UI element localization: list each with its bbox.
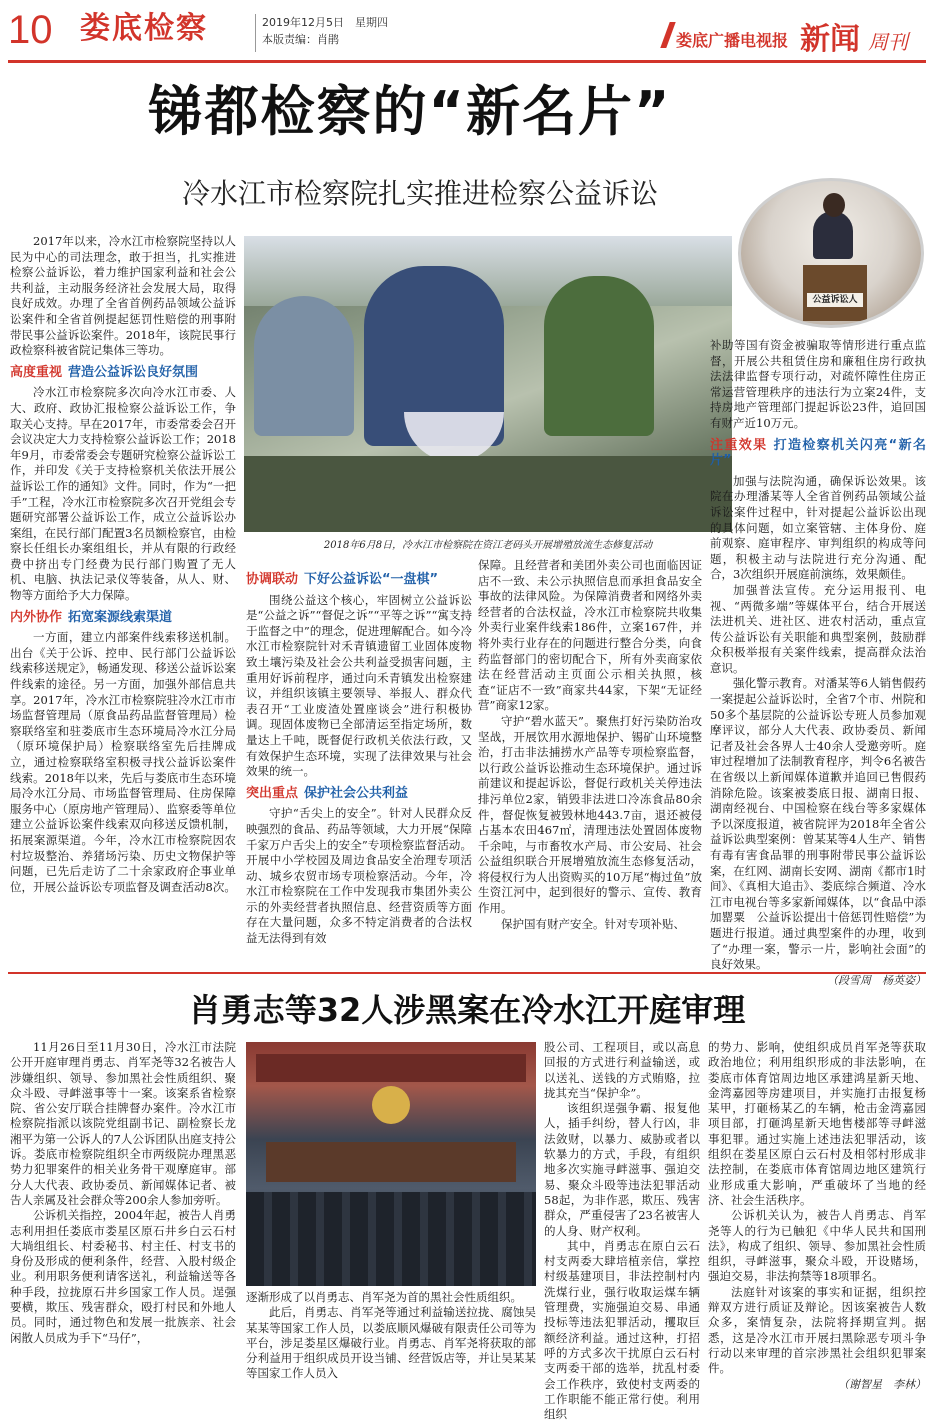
subheading-text: 营造公益诉讼良好氛围 (68, 364, 199, 380)
subheading-3 (246, 572, 472, 588)
subheading-2 (10, 610, 236, 626)
subheading-1 (10, 365, 236, 381)
court-bench (266, 1142, 516, 1182)
article1-headline: 锑都检察的“新名片” (148, 80, 672, 143)
byline: （段雪周 杨英姿） (827, 973, 926, 987)
nameplate: 公益诉讼人 (807, 293, 863, 307)
brand-name: 娄底广播电视报 (676, 31, 789, 50)
release-activity-photo (244, 236, 732, 532)
subheading-keyword: 内外协作 (10, 609, 63, 625)
prosecutor-photo (738, 178, 924, 328)
subheading-4 (246, 786, 472, 802)
paragraph: 守护“舌尖上的安全”。针对人民群众反映强烈的食品、药品等领域，大力开展“保障千家万户舌尖上的安全”专项检察监督活动。开展中小学校园及周边食品安全治理专项活动、城乡农贸市场专项检察活动。今年，冷水江市检察院在工作中发现我市集团外卖公示的外卖经营者执照信息、经营资质等方面存在大量问题，众多不特定消费者的合法权益无法得到有效 (246, 806, 472, 946)
subheading-keyword: 协调联动 (246, 572, 299, 587)
paragraph: 公诉机关认为，被告人肖勇志、肖军尧等人的行为已触犯《中华人民共和国刑法》，构成了组织、领导、参加黑社会性质组织，寻衅滋事，聚众斗殴，开设赌场，强迫交易，非法拘禁等18项罪名。 (708, 1208, 926, 1284)
paragraph: 保障。且经营者和美团外卖公司也面临因证店不一致、未公示执照信息而承担食品安全事故的法律风险。为保障消费者和网络外卖经营者的合法权益，冷水江市检察院共收集外卖行业案件线索186件，立案167件，并将外卖行业存在的问题进行整合分类，向食药监督部门的密切配合下，所有外卖商家依法在经营活动主页面公示相关执照，核查“证店不一致”商家共44家，下架“无证经营”商家12家。 (478, 558, 702, 713)
photo-person-right (544, 276, 654, 436)
article-divider (8, 972, 926, 974)
paragraph: 保护国有财产安全。针对专项补贴、 (501, 916, 685, 931)
article1-subheadline: 冷水江市检察院扎实推进检察公益诉讼 (181, 177, 658, 210)
paragraph: 的势力、影响，使组织成员肖军尧等获取政治地位；利用组织形成的非法影响，在娄底市体育馆周边地区承建鸿星新天地、金湾嘉园等房建项目，并实施打击报复杨某甲，打砸杨某乙的车辆，枪击金湾嘉园项目部，打砸鸿星新天地售楼部等寻衅滋事犯罪。通过实施上述违法犯罪活动，该组织在娄星区原白云石村及相邻村形成非法控制，在娄底市体育馆周边地区建筑行业形成重大影响，严重破坏了当地的经济、社会生活秩序。 (708, 1040, 926, 1207)
courtroom-photo (246, 1042, 536, 1286)
article2-headline: 肖勇志等32人涉黑案在冷水江开庭审理 (188, 991, 746, 1029)
paragraph: 守护“碧水蓝天”。聚焦打好污染防治攻坚战，开展饮用水源地保护、锡矿山环境整治，打击非法捕捞水产品等专项检察监督，以行政公益诉讼推动生态环境保护。通过诉前建议和提起诉讼，督促行政机关关停违法排污单位2家，销毁非法进口冷冻食品80余件，督促恢复被毁林地443.7亩，退还被侵占基本农田467㎡，清理违法处置固体废物千余吨，与市畜牧水产局、市公安局、社会公益组织联合开展增殖放流生态修复活动，将侵权行为人出资购买的10万尾“梅过鱼”放生资江河中，起到很好的警示、宣传、教育作用。 (478, 713, 702, 916)
subheading-text: 拓宽案源线索渠道 (68, 609, 173, 625)
header-rule (8, 60, 926, 63)
prosecutor-head (823, 193, 845, 217)
article1-column-1 (10, 234, 236, 895)
paragraph: 逐渐形成了以肖勇志、肖军尧为首的黑社会性质组织。 (246, 1290, 522, 1304)
brand-slash-mark (660, 22, 675, 48)
article1-column-2 (246, 566, 472, 947)
subheading-text: 保护社会公共利益 (304, 785, 409, 801)
paragraph: 围绕公益这个核心，牢固树立公益诉讼是“公益之诉”“督促之诉”“平等之诉”“寓支持于监督之中”的理念，促进理解配合。如今冷水江市检察院针对禾青镇遗留工业固体废物致土壤污染及社会公共利益受损害问题，主重用好诉前程序，通过向禾青镇发出检察建议，并组织该镇主要领导、举报人、群众代表召开“工业废渣处置座谈会”进行积极协调。现固体废物已全部清运至指定场所，数量达上千吨，既督促行政机关依法行政，又有效保护生态环境，实现了法律效果与社会效果的统一。 (246, 592, 472, 779)
header-divider (255, 14, 256, 52)
issue-editor: 本版责编：肖鹃 (262, 33, 339, 46)
court-emblem (372, 1086, 410, 1124)
prosecutor-figure (813, 211, 853, 259)
subheading-keyword: 突出重点 (246, 785, 299, 801)
subheading-text: 下好公益诉讼“一盘棋” (304, 572, 439, 587)
subheading-keyword: 注重效果 (710, 437, 768, 453)
paragraph: 此后，肖勇志、肖军尧等通过利益输送拉拢、腐蚀吴某某等国家工作人员，以娄底顺风爆破有限责任公司等为平台，涉足娄星区爆破行业。肖勇志、肖军尧将获取的部分利益用于组织成员开设当铺、经营饭店等，并让吴某某等国家工作人员入 (246, 1305, 536, 1381)
paragraph: 公诉机关指控，2004年起，被告人肖勇志利用担任娄底市娄星区原石井乡白云石村大埫组组长、村委秘书、村主任、村支书的身份及形成的便利条件，经营、入股村级企业。利用职务便利请客送礼，利益输送等各种手段，拉拢原石井乡国家工作人员。逞强要横，欺压、残害群众，殴打村民和外地人员。同时，通过物色和发展一批族亲、社会闲散人员成为手下“马仔”， (10, 1208, 236, 1345)
subheading-5 (710, 438, 926, 469)
photo-person-left (254, 296, 354, 436)
paragraph: 2017年以来，冷水江市检察院坚持以人民为中心的司法理念，敢于担当，扎实推进检察公益诉讼，着力维护国家利益和社会公共利益，主动服务经济社会发展大局，取得良好成效。办理了全省首例药品领域公益诉讼案件和全省首例提起惩罚性赔偿的刑事附带民事公益诉讼案件。2018年，该院民事行政检察科被省院记集体三等功。 (10, 234, 236, 358)
subheading-text: 打造检察机关闪亮“新名片” (710, 437, 926, 469)
paragraph: 加强普法宣传。充分运用报刊、电视、“两微多端”等媒体平台，结合开展送法进机关、进社区、进农村活动，重点宣传公益诉讼有关职能和典型案例，鼓励群众积极举报有关案件线索，提高群众法治意识。 (710, 582, 926, 675)
photo-ground (244, 456, 732, 532)
paragraph: 加强与法院沟通，确保诉讼效果。该院在办理潘某等人全省首例药品领域公益诉讼案件过程中，针对提起公益诉讼出现的具体问题，如立案管辖、主体身份、庭前观察、庭审程序、审判组织的构成等问题，积极主动与法院进行充分沟通、配合，3次组织开展庭前演练，效果颇佳。 (710, 473, 926, 582)
subheading-keyword: 高度重视 (10, 364, 63, 380)
section-title: 娄底检察 (80, 11, 208, 46)
paragraph: 补助等国有资金被骗取等情形进行重点监督，开展公共租赁住房和廉租住房行政执法法律监督专项行动，对疏怀障性住房正常运营管理秩序的违法行为立案24件，支持房地产管理部门提起诉讼23件，追回国有财产近10万元。 (710, 338, 926, 430)
paragraph: 冷水江市检察院多次向冷水江市委、人大、政府、政协汇报检察公益诉讼工作，争取关心支持。早在2017年，市委常委会召开会议决定大力支持检察公益诉讼工作；2018年9月，市委常委会专题研究检察公益诉讼工作，并印发《关于支持检察机关依法开展公益诉讼工作的通知》文件。同时，作为“一把手”工程，冷水江市检察院多次召开党组会专题研究部署公益诉讼工作，成立公益诉讼办案组，在民行部门配置3名员额检察官，由检察长任组长办案组组长，并从有限的行政经费中挤出专门经费为民行部门购置了无人机、电脑、执法记录仪等装备，从人、财、物等方面给予大力保障。 (10, 385, 236, 603)
court-audience (246, 1192, 536, 1286)
article1-column-3 (478, 558, 702, 932)
article2-column-2 (246, 1290, 536, 1382)
brand-weekly: 周刊 (868, 30, 908, 54)
court-banner (256, 1054, 526, 1082)
photo-caption: 2018年6月8日，冷水江市检察院在资江老码头开展增殖放流生态修复活动 (323, 540, 653, 551)
byline: （谢智星 李林） (838, 1377, 926, 1391)
brand-news: 新闻 (800, 22, 860, 57)
paragraph: 强化警示教育。对潘某等6人销售假药一案提起公益诉讼时，全省7个市、州院和50多个基层院的公益诉讼专班人员参加观摩评议，部分人大代表、政协委员、新闻记者及社会各界人士40余人受邀旁听。庭审过程增加了法制教育程序，判令6名被告在省级以上新闻媒体道歉并追回已售假药消除危险。该案被娄底日报、湖南日报、湖南经视台、中国检察在线台等多家媒体予以深度报道，被省院评为2018年全省公益诉讼典型案例：曾某某等4人生产、销售有毒有害食品罪的刑事附带民事公益诉讼案，在红网、湖南长安网、湖南《都市1时间》、《真相大追击》、娄底综合频道、冷水江市电视台等多家新闻媒体，以“食品中添加罂粟 公益诉讼提出十倍惩罚性赔偿”为题进行报道。通过典型案件的办理，收到了“办理一案，警示一片，影响社会面”的良好效果。 (710, 676, 926, 972)
article2-column-1 (10, 1040, 236, 1346)
issue-info (262, 14, 388, 48)
paragraph: 一方面，建立内部案件线索移送机制。出台《关于公诉、控申、民行部门公益诉讼线索移送规定》，畅通发现、移送公益诉讼案件线索的途径。另一方面，加强外部信息共享。2017年，冷水江市检察院驻冷水江市市场监督管理局（原食品药品监督管理局）检察联络室和驻娄底市生态环境局冷水江分局（原环境保护局）检察联络室先后挂牌成立，通过检察联络室积极寻找公益诉讼案件线索。2018年以来，先后与娄底市生态环境局冷水江分局、市场监督管理局、住房保障服务中心（原房地产管理局）、监察委等单位建立公益诉讼案件线索双向移送反馈机制，拓展案源渠道。今年，冷水江市检察院因农村垃圾整治、养猪场污染、历史文物保护等问题，已先后走访了二十余家政府企事业单位，开展公益诉讼专项监督及调查活动8次。 (10, 630, 236, 894)
paragraph: 11月26日至11月30日，冷水江市法院公开开庭审理肖勇志、肖军尧等32名被告人涉嫌组织、领导、参加黑社会性质组织、聚众斗殴、寻衅滋事等十一案。该案系省检察院、省公安厅联合挂牌督办案件。冷水江市检察院指派以该院党组副书记、副检察长龙湘平为第一公诉人的7人公诉团队出庭支持公诉。娄底市检察院组织全市两级院办理黑恶势力犯罪案件的相关业务骨干观摩庭审。部分人大代表、政协委员、新闻媒体记者、被告人亲属及社会群众等200余人参加旁听。 (10, 1040, 236, 1207)
article2-column-3 (544, 1040, 700, 1422)
paragraph: 该组织逞强争霸、报复他人，插手纠纷，替人行凶，非法敛财，以暴力、威胁或者以软暴力的方式，手段，有组织地多次实施寻衅滋事、强迫交易、聚众斗殴等违法犯罪活动58起，为非作恶，欺压、残害群众，严重侵害了23名被害人的人身、财产权利。 (544, 1101, 700, 1238)
article1-column-4 (710, 338, 926, 988)
page-number: 10 (8, 8, 53, 52)
paragraph: 股公司、工程项目，或以高息回报的方式进行利益输送，或以送礼、送钱的方式贿赂，拉拢其充当“保护伞”。 (544, 1040, 700, 1100)
paragraph: 法庭针对该案的事实和证据，组织控辩双方进行质证及辩论。因该案被告人数众多，案情复杂，法院将择期宣判。据悉，这是冷水江市开展扫黑除恶专项斗争行动以来审理的首宗涉黑社会组织犯罪案件。 (708, 1284, 926, 1376)
photo-fish-basin (404, 412, 504, 462)
issue-date: 2019年12月5日 星期四 (262, 16, 388, 29)
article2-column-4 (708, 1040, 926, 1392)
paragraph: 其中，肖勇志在原白云石村支两委大肆培植亲信，掌控村级基建项目，非法控制村内洗煤行业，强行收取运煤车辆管理费，实施强迫交易、串通投标等违法犯罪活动，攫取巨额经济利益。通过这种，打招呼的方式多次干扰原白云石村支两委干部的选举，扰乱村委会工作秩序，致使村支两委的工作职能不能正常行使。利用组织 (544, 1238, 700, 1422)
